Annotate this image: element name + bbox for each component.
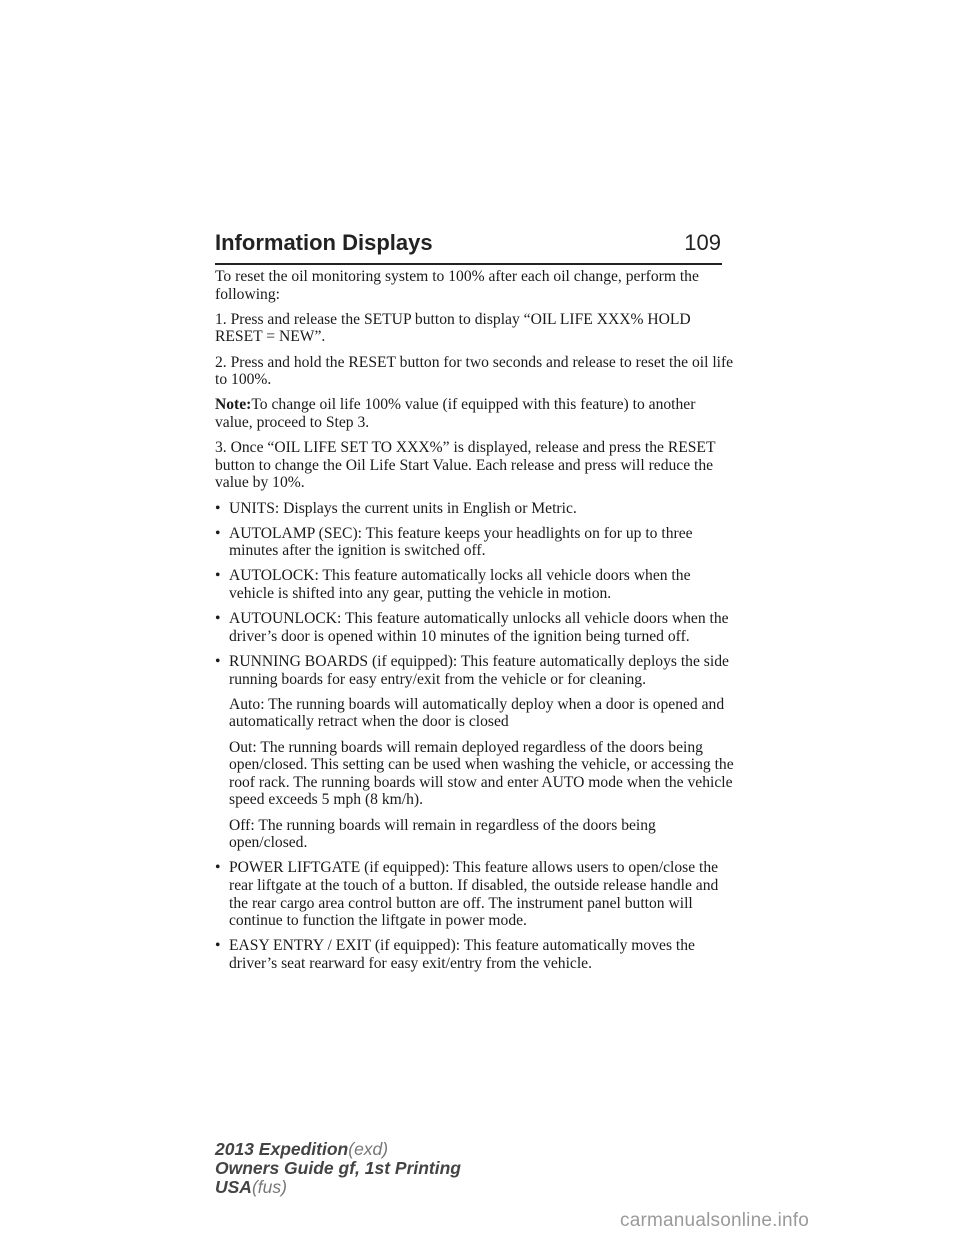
- footer-region: USA: [215, 1177, 252, 1197]
- bullet-autounlock: [215, 610, 735, 645]
- footer-line-1: [215, 1140, 461, 1159]
- note-text: To change oil life 100% value (if equipped with this feature) to another value, proceed to Step 3.: [215, 396, 696, 431]
- running-boards-out: Out: The running boards will remain deployed regardless of the doors being open/closed. This setting can be used when washing the vehicle, or accessing the roof rack. The running boards will stow and enter AUTO mode when the vehicle speed exceeds 5 mph (8 km/h).: [229, 738, 734, 809]
- bullet-dot: •: [215, 524, 221, 542]
- running-boards-auto: Auto: The running boards will automatically deploy when a door is opened and automatically retract when the door is closed: [229, 695, 725, 731]
- bullet-dot: •: [215, 859, 221, 877]
- step-3: 3. Once “OIL LIFE SET TO XXX%” is displayed, release and press the RESET button to change the Oil Life Start Value. Each release and press will reduce the value by 10%.: [215, 439, 716, 492]
- bullet-text: UNITS: Displays the current units in English or Metric.: [229, 499, 577, 517]
- page-header: [215, 230, 721, 256]
- bullet-power-liftgate: [215, 859, 735, 929]
- bullet-dot: •: [215, 653, 221, 671]
- bullet-dot: •: [215, 937, 221, 955]
- bullet-text: POWER LIFTGATE (if equipped): This feature allows users to open/close the rear liftgate at the touch of a button. If disabled, the outside release handle and the rear cargo area control button are off. The instrument panel button will continue to function the liftgate in power mode.: [229, 859, 719, 930]
- bullet-text: AUTOUNLOCK: This feature automatically unlocks all vehicle doors when the driver’s door is opened within 10 minutes of the ignition being turned off.: [229, 610, 729, 645]
- running-boards-off: Off: The running boards will remain in regardless of the doors being open/closed.: [229, 816, 656, 852]
- footer-model-code: (exd): [348, 1139, 389, 1159]
- intro-paragraph: To reset the oil monitoring system to 100% after each oil change, perform the following:: [215, 268, 699, 303]
- bullet-running-boards: [215, 653, 735, 688]
- bullet-units: [215, 500, 735, 518]
- footer-model: 2013 Expedition: [215, 1139, 349, 1159]
- page-body: [215, 268, 735, 980]
- bullet-text: AUTOLAMP (SEC): This feature keeps your headlights on for up to three minutes after the ignition is switched off.: [229, 524, 693, 560]
- watermark: carmanualsonline.info: [620, 1210, 810, 1231]
- bullet-dot: •: [215, 610, 221, 628]
- section-title: Information Displays: [215, 230, 433, 255]
- page-number: 109: [684, 230, 721, 255]
- bullet-easy-entry: [215, 937, 735, 972]
- footer-line-3: [215, 1178, 461, 1197]
- bullet-dot: •: [215, 567, 221, 585]
- step-1: 1. Press and release the SETUP button to display “OIL LIFE XXX% HOLD RESET = NEW”.: [215, 310, 691, 346]
- bullet-dot: •: [215, 499, 221, 517]
- footer-region-code: (fus): [251, 1177, 287, 1197]
- header-rule: [215, 263, 722, 265]
- document-footer: [215, 1140, 461, 1197]
- bullet-text: AUTOLOCK: This feature automatically locks all vehicle doors when the vehicle is shifted into any gear, putting the vehicle in motion.: [229, 567, 691, 603]
- step-2: 2. Press and hold the RESET button for two seconds and release to reset the oil life to 100%.: [215, 353, 734, 389]
- bullet-autolock: [215, 567, 735, 602]
- note-label: Note:: [215, 396, 252, 414]
- footer-line-2: Owners Guide gf, 1st Printing: [215, 1158, 461, 1178]
- bullet-autolamp: [215, 525, 735, 560]
- bullet-text: RUNNING BOARDS (if equipped): This feature automatically deploys the side running boards for easy entry/exit from the vehicle or for cleaning.: [229, 653, 729, 688]
- note-paragraph: [215, 396, 735, 431]
- bullet-text: EASY ENTRY / EXIT (if equipped): This feature automatically moves the driver’s seat rearward for easy exit/entry from the vehicle.: [229, 937, 695, 972]
